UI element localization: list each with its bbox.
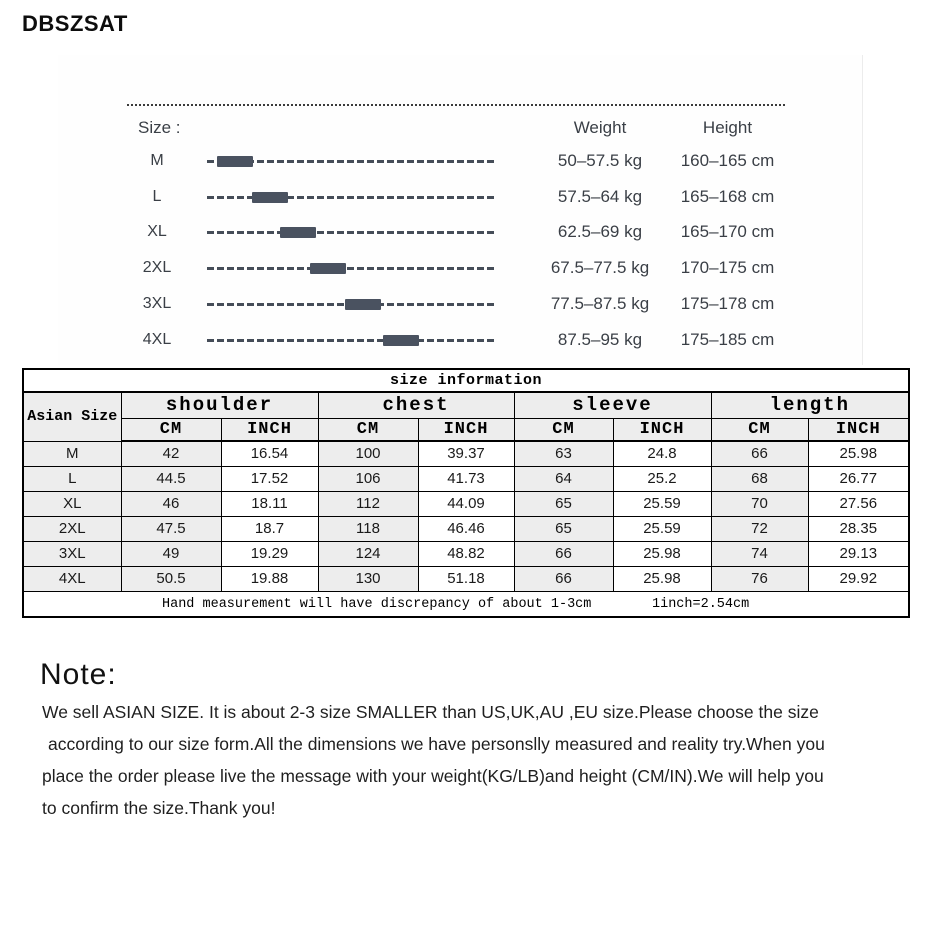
brand-logo: DBSZSAT xyxy=(22,11,128,36)
measurement-cell: 48.82 xyxy=(418,541,514,566)
measurement-cell: 25.59 xyxy=(613,516,711,541)
size-range-block-icon xyxy=(252,192,288,203)
height-value: 170–175 cm xyxy=(680,258,775,278)
height-value: 175–185 cm xyxy=(680,329,775,349)
measurement-cell: 46.46 xyxy=(418,516,514,541)
weight-column-header: Weight xyxy=(573,118,627,137)
measurement-cell: 64 xyxy=(514,466,613,491)
size-range-track xyxy=(207,160,497,163)
unit-header-inch: INCH xyxy=(808,418,909,441)
measurement-cell: 47.5 xyxy=(121,516,221,541)
table-body xyxy=(23,441,909,591)
measurement-cell: 51.18 xyxy=(418,566,514,591)
size-range-track xyxy=(207,196,497,199)
unit-header-cm: CM xyxy=(514,418,613,441)
size-range-block-icon xyxy=(217,156,253,167)
note-section xyxy=(42,696,902,824)
size-cell: XL xyxy=(23,491,121,516)
size-information-table xyxy=(22,368,910,618)
dotted-divider xyxy=(127,104,786,106)
table-row xyxy=(23,541,909,566)
weight-value: 67.5–77.5 kg xyxy=(550,258,650,278)
table-footnote-row xyxy=(23,591,909,617)
measurement-cell: 39.37 xyxy=(418,441,514,466)
height-value: 165–170 cm xyxy=(680,222,775,242)
size-label: 2XL xyxy=(142,259,172,277)
measurement-cell: 25.98 xyxy=(808,441,909,466)
height-value: 160–165 cm xyxy=(680,151,775,170)
group-header-sleeve: sleeve xyxy=(514,392,711,418)
size-guide-row xyxy=(0,150,930,172)
note-line: place the order please live the message with your weight(KG/LB)and height (CM/IN).We will help you xyxy=(42,766,824,786)
measurement-cell: 25.98 xyxy=(613,541,711,566)
weight-value: 57.5–64 kg xyxy=(557,186,643,206)
size-guide-row xyxy=(0,293,930,315)
table-unit-header-row xyxy=(23,418,909,441)
size-guide-panel xyxy=(58,55,863,365)
measurement-cell: 49 xyxy=(121,541,221,566)
measurement-cell: 74 xyxy=(711,541,808,566)
note-line: We sell ASIAN SIZE. It is about 2-3 size SMALLER than US,UK,AU ,EU size.Please choose the size xyxy=(42,702,819,722)
size-guide-row xyxy=(0,221,930,243)
measurement-cell: 112 xyxy=(318,491,418,516)
table-row xyxy=(23,491,909,516)
unit-header-inch: INCH xyxy=(418,418,514,441)
size-label: XL xyxy=(147,223,167,241)
footnote-conversion: 1inch=2.54cm xyxy=(652,596,750,612)
table-row xyxy=(23,566,909,591)
measurement-cell: 46 xyxy=(121,491,221,516)
measurement-cell: 18.7 xyxy=(221,516,318,541)
note-line: to confirm the size.Thank you! xyxy=(42,798,276,818)
size-range-track xyxy=(207,339,497,342)
table-row xyxy=(23,516,909,541)
measurement-cell: 66 xyxy=(514,566,613,591)
size-guide-row xyxy=(0,329,930,351)
measurement-cell: 16.54 xyxy=(221,441,318,466)
measurement-cell: 106 xyxy=(318,466,418,491)
measurement-cell: 65 xyxy=(514,516,613,541)
unit-header-cm: CM xyxy=(121,418,221,441)
measurement-cell: 44.5 xyxy=(121,466,221,491)
measurement-cell: 29.13 xyxy=(808,541,909,566)
unit-header-cm: CM xyxy=(318,418,418,441)
measurement-cell: 25.98 xyxy=(613,566,711,591)
measurement-cell: 130 xyxy=(318,566,418,591)
size-range-block-icon xyxy=(383,335,419,346)
measurement-cell: 65 xyxy=(514,491,613,516)
weight-value: 87.5–95 kg xyxy=(557,329,643,349)
measurement-cell: 44.09 xyxy=(418,491,514,516)
footnote-measurement: Hand measurement will have discrepancy of about 1-3cm xyxy=(162,596,592,612)
unit-header-inch: INCH xyxy=(613,418,711,441)
measurement-cell: 25.59 xyxy=(613,491,711,516)
table-title: size information xyxy=(23,369,909,392)
unit-header-cm: CM xyxy=(711,418,808,441)
measurement-cell: 70 xyxy=(711,491,808,516)
table-footnote xyxy=(23,591,909,617)
size-cell: L xyxy=(23,466,121,491)
note-heading: Note: xyxy=(40,658,117,691)
size-cell: 2XL xyxy=(23,516,121,541)
measurement-cell: 27.56 xyxy=(808,491,909,516)
measurement-cell: 19.88 xyxy=(221,566,318,591)
height-value: 175–178 cm xyxy=(680,293,775,313)
measurement-cell: 18.11 xyxy=(221,491,318,516)
weight-value: 50–57.5 kg xyxy=(557,151,643,170)
size-range-track xyxy=(207,231,497,234)
unit-header-inch: INCH xyxy=(221,418,318,441)
measurement-cell: 50.5 xyxy=(121,566,221,591)
weight-value: 62.5–69 kg xyxy=(557,222,643,242)
measurement-cell: 24.8 xyxy=(613,441,711,466)
size-guide-row xyxy=(0,186,930,208)
measurement-cell: 66 xyxy=(514,541,613,566)
weight-value: 77.5–87.5 kg xyxy=(550,293,650,313)
measurement-cell: 19.29 xyxy=(221,541,318,566)
measurement-cell: 29.92 xyxy=(808,566,909,591)
measurement-cell: 66 xyxy=(711,441,808,466)
measurement-cell: 28.35 xyxy=(808,516,909,541)
group-header-shoulder: shoulder xyxy=(121,392,318,418)
table-row xyxy=(23,441,909,466)
measurement-cell: 41.73 xyxy=(418,466,514,491)
size-label: 4XL xyxy=(142,330,172,348)
size-column-label: Size : xyxy=(138,118,181,137)
measurement-cell: 124 xyxy=(318,541,418,566)
measurement-cell: 118 xyxy=(318,516,418,541)
size-label: M xyxy=(150,152,164,169)
height-value: 165–168 cm xyxy=(680,186,775,206)
size-range-track xyxy=(207,267,497,270)
size-label: 3XL xyxy=(142,294,172,312)
table-row xyxy=(23,466,909,491)
measurement-cell: 26.77 xyxy=(808,466,909,491)
size-cell: 4XL xyxy=(23,566,121,591)
size-range-block-icon xyxy=(345,299,381,310)
size-guide-row xyxy=(0,257,930,279)
size-range-track xyxy=(207,303,497,306)
table-title-row xyxy=(23,369,909,392)
size-cell: M xyxy=(23,441,121,466)
size-range-block-icon xyxy=(280,227,316,238)
measurement-cell: 100 xyxy=(318,441,418,466)
measurement-cell: 72 xyxy=(711,516,808,541)
group-header-chest: chest xyxy=(318,392,514,418)
measurement-cell: 25.2 xyxy=(613,466,711,491)
height-column-header: Height xyxy=(702,118,753,137)
measurement-cell: 68 xyxy=(711,466,808,491)
measurement-cell: 42 xyxy=(121,441,221,466)
size-label: L xyxy=(152,187,162,205)
measurement-cell: 76 xyxy=(711,566,808,591)
measurement-cell: 17.52 xyxy=(221,466,318,491)
size-cell: 3XL xyxy=(23,541,121,566)
row-header-cell: Asian Size xyxy=(23,392,121,441)
note-line: according to our size form.All the dimensions we have personslly measured and reality try.When you xyxy=(48,734,825,754)
table-group-header-row xyxy=(23,392,909,418)
measurement-cell: 63 xyxy=(514,441,613,466)
group-header-length: length xyxy=(711,392,909,418)
size-range-block-icon xyxy=(310,263,346,274)
